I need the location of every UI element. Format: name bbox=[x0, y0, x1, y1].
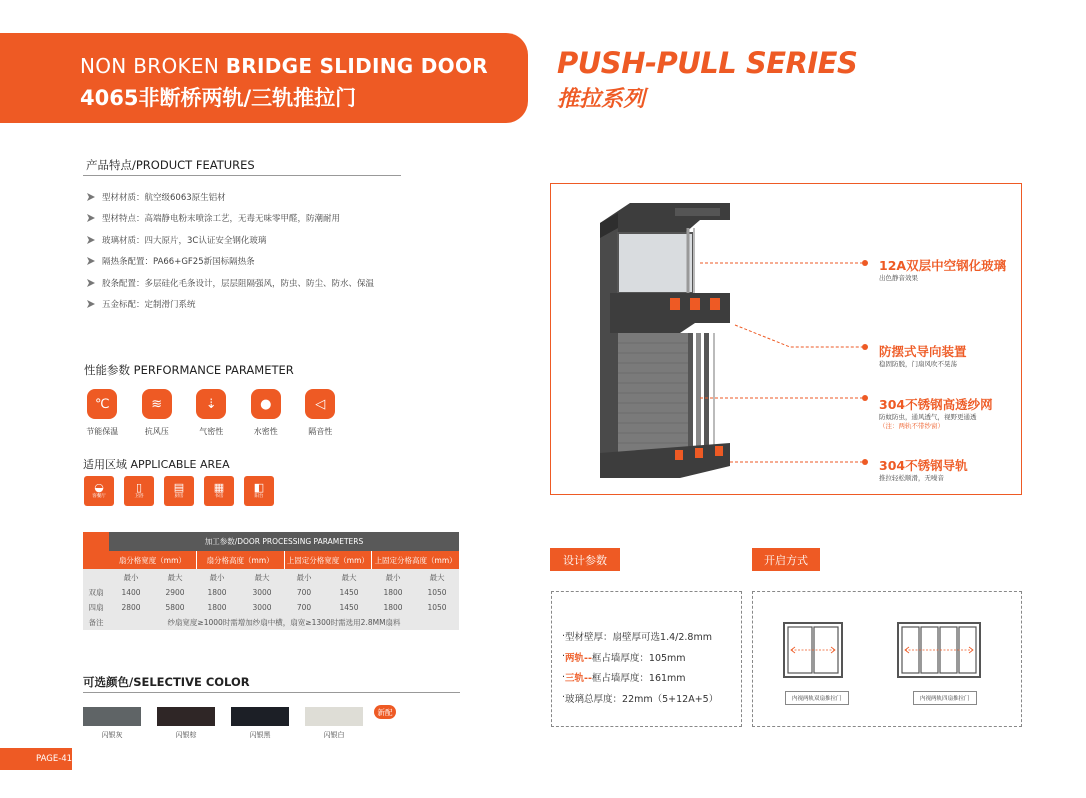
performance-label: 隔音性 bbox=[308, 427, 333, 436]
performance-label: 节能保温 bbox=[86, 427, 119, 436]
table-cell: 最小 bbox=[123, 573, 139, 582]
table-cell: 5800 bbox=[165, 603, 185, 612]
table-row bbox=[83, 585, 459, 600]
table-cell: 2900 bbox=[165, 588, 185, 597]
color-label: 闪银黑 bbox=[249, 731, 271, 739]
spec-highlight: 三轨-- bbox=[565, 673, 592, 685]
table-group-cell: 扇分格宽度（mm） bbox=[109, 551, 197, 569]
color-label: 闪银棕 bbox=[175, 731, 197, 739]
table-cell: 3000 bbox=[252, 603, 272, 612]
design-params-tag: 设计参数 bbox=[550, 548, 620, 571]
title-en-light: NON BROKEN bbox=[80, 54, 220, 78]
arrow-bullet-icon bbox=[86, 256, 96, 266]
table-cell: 700 bbox=[296, 603, 312, 612]
color-option bbox=[231, 707, 289, 740]
colors-rule bbox=[83, 692, 460, 693]
color-option bbox=[157, 707, 215, 740]
four-panel-door-icon bbox=[897, 622, 981, 678]
spec-text: 玻璃总厚度：22mm（5+12A+5） bbox=[565, 693, 719, 705]
spec-line: · 两轨-- 框占墙厚度：105mm bbox=[562, 651, 686, 664]
table-group-cell: 上固定分格高度（mm） bbox=[374, 555, 457, 565]
callout-screen bbox=[879, 395, 993, 431]
features-list bbox=[86, 186, 406, 315]
balcony-icon: ◧ 阳台 bbox=[244, 476, 274, 506]
callout-rail bbox=[879, 456, 968, 483]
spec-text: 框占墙厚度：105mm bbox=[591, 652, 686, 664]
table-cell: 1800 bbox=[383, 588, 403, 597]
speaker-mute-icon: ◁ bbox=[305, 389, 335, 419]
callout-title: 12A双层中空钢化玻璃 bbox=[879, 258, 1007, 273]
feature-text: 型材特点：高端静电粉末喷涂工艺，无毒无味零甲醛，防潮耐用 bbox=[102, 214, 341, 225]
feature-item bbox=[86, 208, 406, 230]
four-panel-caption: 内视两轨四扇推拉门 bbox=[913, 691, 977, 705]
title-en-bold: BRIDGE SLIDING DOOR bbox=[225, 54, 488, 78]
table-cell: 最小 bbox=[209, 573, 225, 582]
performance-title: 性能参数 PERFORMANCE PARAMETER bbox=[84, 363, 294, 377]
callout-title: 304不锈钢导轨 bbox=[879, 458, 968, 473]
arrow-bullet-icon bbox=[86, 213, 96, 223]
table-cell: 最大 bbox=[341, 573, 357, 582]
performance-icons bbox=[75, 389, 348, 437]
area-icons bbox=[84, 476, 274, 506]
page-number-tab: PAGE-41 bbox=[0, 748, 72, 770]
color-swatch bbox=[305, 707, 363, 726]
spec-highlight: 两轨-- bbox=[565, 652, 592, 664]
table-cell: 1050 bbox=[427, 603, 447, 612]
two-panel-door-icon bbox=[783, 622, 843, 678]
table-cell: 700 bbox=[296, 588, 312, 597]
table-note: 纱扇宽度≥1000时需增加纱扇中横，扇宽≥1300时需选用2.8MM扇料 bbox=[167, 618, 401, 627]
dining-icon: ◒ 客餐厅 bbox=[84, 476, 114, 506]
table-cell: 最大 bbox=[167, 573, 183, 582]
spec-line: · 三轨-- 框占墙厚度：161mm bbox=[562, 671, 686, 685]
performance-item bbox=[75, 389, 130, 437]
table-cell: 最小 bbox=[296, 573, 312, 582]
water-drop-icon: ● bbox=[251, 389, 281, 419]
color-swatch bbox=[157, 707, 215, 726]
table-cell: 1800 bbox=[383, 603, 403, 612]
design-params-list bbox=[562, 626, 718, 708]
performance-label: 气密性 bbox=[199, 427, 224, 436]
callout-desc: 推拉轻松顺滑，无噪音 bbox=[879, 474, 944, 482]
table-cell: 最大 bbox=[429, 573, 445, 582]
table-cell: 2800 bbox=[121, 603, 141, 612]
performance-item bbox=[293, 389, 348, 437]
title-cn: 4065非断桥两轨/三轨推拉门 bbox=[80, 86, 357, 110]
table-cell: 1800 bbox=[207, 588, 227, 597]
table-cell: 最小 bbox=[385, 573, 401, 582]
table-cell: 3000 bbox=[252, 588, 272, 597]
feature-item bbox=[86, 272, 406, 294]
arrow-bullet-icon bbox=[86, 235, 96, 245]
table-cell: 1450 bbox=[339, 603, 359, 612]
spec-line: · 玻璃总厚度：22mm（5+12A+5） bbox=[562, 692, 719, 705]
table-note-row bbox=[83, 615, 459, 630]
title-en bbox=[80, 54, 488, 78]
callout-title: 304不锈钢高透纱网 bbox=[879, 397, 993, 412]
callout-desc: 出色静音效果 bbox=[879, 274, 918, 282]
study-icon: ▦ 书房 bbox=[204, 476, 234, 506]
features-title: 产品特点/PRODUCT FEATURES bbox=[86, 158, 255, 172]
colors-title: 可选颜色/SELECTIVE COLOR bbox=[83, 675, 250, 689]
bath-icon: ▯ 卫浴 bbox=[124, 476, 154, 506]
table-cell: 1050 bbox=[427, 588, 447, 597]
kitchen-icon: ▤ 厨房 bbox=[164, 476, 194, 506]
table-group-cell: 上固定分格宽度（mm） bbox=[285, 551, 373, 569]
table-cell: 1800 bbox=[207, 603, 227, 612]
performance-item bbox=[239, 389, 294, 437]
table-body bbox=[83, 569, 459, 630]
feature-text: 胶条配置：多层硅化毛条设计，层层阻隔强风，防虫、防尘、防水、保温 bbox=[102, 278, 375, 289]
color-option bbox=[83, 707, 141, 740]
table-row-header: 双扇 bbox=[88, 588, 104, 597]
table-row-header: 四扇 bbox=[88, 603, 104, 612]
table-group-header bbox=[109, 551, 459, 569]
thermometer-icon: ℃ bbox=[87, 389, 117, 419]
features-rule bbox=[83, 175, 401, 176]
airtight-icon: ⇣ bbox=[196, 389, 226, 419]
processing-table bbox=[83, 532, 459, 630]
new-badge: 新配 bbox=[374, 705, 396, 719]
color-swatch bbox=[83, 707, 141, 726]
performance-item bbox=[184, 389, 239, 437]
spec-text: 框占墙厚度：161mm bbox=[591, 673, 686, 685]
performance-item bbox=[130, 389, 185, 437]
opening-method-tag: 开启方式 bbox=[752, 548, 820, 571]
table-group-cell: 扇分格高度（mm） bbox=[197, 551, 285, 569]
color-label: 闪银白 bbox=[323, 731, 345, 739]
feature-text: 玻璃材质：四大原片，3C认证安全钢化玻璃 bbox=[102, 235, 267, 246]
arrow-bullet-icon bbox=[86, 299, 96, 309]
table-title: 加工参数/DOOR PROCESSING PARAMETERS bbox=[109, 532, 459, 551]
performance-label: 抗风压 bbox=[144, 427, 169, 436]
color-swatch bbox=[231, 707, 289, 726]
feature-text: 隔热条配置：PA66+GF25新国标隔热条 bbox=[102, 257, 255, 268]
callout-leader-lines bbox=[690, 255, 870, 470]
performance-label: 水密性 bbox=[253, 427, 278, 436]
color-label: 闪银灰 bbox=[101, 731, 123, 739]
spec-text: 型材壁厚：扇壁厚可选1.4/2.8mm bbox=[565, 632, 712, 644]
callout-note-text: （注：两轨不带纱窗） bbox=[879, 422, 944, 430]
callout-title: 防摆式导向装置 bbox=[879, 344, 967, 359]
table-row bbox=[83, 600, 459, 615]
spec-line: · 型材壁厚：扇壁厚可选1.4/2.8mm bbox=[562, 630, 712, 644]
callout-glass bbox=[879, 256, 1006, 283]
table-row-header: 备注 bbox=[88, 618, 104, 627]
callout-guide bbox=[879, 342, 967, 369]
series-title-cn: 推拉系列 bbox=[557, 87, 646, 112]
arrow-bullet-icon bbox=[86, 278, 96, 288]
callout-note bbox=[879, 422, 993, 431]
two-panel-caption: 内视两轨双扇推拉门 bbox=[785, 691, 849, 705]
table-subheader-row bbox=[83, 570, 459, 585]
feature-item bbox=[86, 186, 406, 208]
callout-desc: 防蚊防虫，通风透气，视野更通透 bbox=[879, 413, 977, 421]
table-cell: 1450 bbox=[339, 588, 359, 597]
feature-item bbox=[86, 251, 406, 273]
wind-icon: ≋ bbox=[142, 389, 172, 419]
feature-item bbox=[86, 229, 406, 251]
series-title-en: PUSH-PULL SERIES bbox=[557, 46, 858, 80]
feature-text: 五金标配：定制滑门系统 bbox=[102, 300, 196, 311]
arrow-bullet-icon bbox=[86, 192, 96, 202]
callout-desc: 稳固防脱，门扇风吹不晃荡 bbox=[879, 360, 957, 368]
color-option bbox=[305, 707, 363, 740]
feature-item bbox=[86, 294, 406, 316]
area-title: 适用区域 APPLICABLE AREA bbox=[83, 458, 230, 471]
feature-text: 型材材质：航空级6063原生铝材 bbox=[102, 192, 226, 203]
table-cell: 最大 bbox=[254, 573, 270, 582]
table-cell: 1400 bbox=[121, 588, 141, 597]
